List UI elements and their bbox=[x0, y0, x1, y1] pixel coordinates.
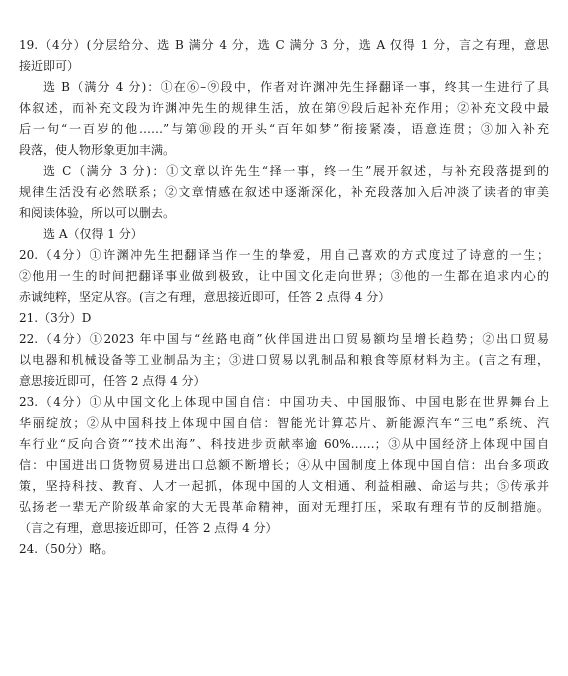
q19-option-b-line-4: 段落，使人物形象更加丰满。 bbox=[19, 143, 176, 157]
q20-line-3: 赤诚纯粹，坚定从容。(言之有理，意思接近即可，任答 2 点得 4 分） bbox=[19, 290, 391, 304]
q22-line-2: 以电器和机械设备等工业制品为主；③进口贸易以乳制品和粮食等原材料为主。(言之有理， bbox=[19, 353, 549, 367]
q20-line-2: ②他用一生的时间把翻译事业做到极致，让中国文化走向世界；③他的一生都在追求内心的 bbox=[19, 269, 549, 283]
q19-option-c-line-2: 规律生活没有必然联系；②文章情感在叙述中逐渐深化，补充段落加入后冲淡了读者的审美 bbox=[19, 185, 549, 199]
q19-option-c-line-3: 和阅读体验，所以可以删去。 bbox=[19, 206, 176, 220]
q19-text-line-1: 19.（4分）(分层给分、选 B 满分 4 分，选 C 满分 3 分，选 A 仅得 1 分，言之有理，意思 bbox=[19, 38, 549, 52]
q21-line: 21.（3分）D bbox=[19, 311, 92, 325]
q23-line-3: 车行业“反向合资”“技术出海”、科技进步贡献率逾 60%……；③从中国经济上体现中国自 bbox=[19, 437, 549, 451]
q19-option-b-line-2: 体叙述，而补充文段为许渊冲先生的规律生活，放在第⑨段后起补充作用；②补充文段中最 bbox=[19, 101, 549, 115]
q23-line-2: 华丽绽放；②从中国科技上体现中国自信：智能光计算芯片、新能源汽车“三电”系统、汽 bbox=[19, 416, 549, 430]
q19-option-b-line-1: 选 B（满分 4 分)：①在⑥–⑨段中，作者对许渊冲先生择翻译一事，终其一生进行了具 bbox=[43, 80, 549, 94]
q19-text-line-2: 接近即可） bbox=[19, 59, 80, 73]
q24-line: 24.（50分）略。 bbox=[19, 542, 114, 556]
q23-line-5: 策，坚持科技、教育、人才一起抓，体现中国的人文相通、利益相融、命运与共；⑤传承并 bbox=[19, 479, 549, 493]
q19-option-a-line: 选 A（仅得 1 分） bbox=[43, 227, 143, 241]
q22-line-3: 意思接近即可，任答 2 点得 4 分） bbox=[19, 374, 206, 388]
q23-line-1: 23.（4分）①从中国文化上体现中国自信：中国功夫、中国服饰、中国电影在世界舞台上 bbox=[19, 395, 549, 409]
q19-option-c-line-1: 选 C（满分 3 分)：①文章以许先生“择一事，终一生”展开叙述，与补充段落提到的 bbox=[43, 164, 549, 178]
q23-line-6: 弘扬老一辈无产阶级革命家的大无畏革命精神，面对无理打压，采取有理有节的反制措施。 bbox=[19, 500, 549, 514]
q19-option-b-line-3: 后一句“一百岁的他……”与第⑩段的开头“百年如梦”衔接紧凑，语意连贯；③加入补充 bbox=[19, 122, 549, 136]
q20-line-1: 20.（4分）①许渊冲先生把翻译当作一生的挚爱，用自己喜欢的方式度过了诗意的一生； bbox=[19, 248, 549, 262]
q22-line-1: 22.（4分）①2023 年中国与“丝路电商”伙伴国进出口贸易额均呈增长趋势；②出口贸易 bbox=[19, 332, 549, 346]
q23-line-7: （言之有理，意思接近即可，任答 2 点得 4 分） bbox=[19, 521, 278, 535]
q23-line-4: 信：中国进出口货物贸易进出口总额不断增长；④从中国制度上体现中国自信：出台多项政 bbox=[19, 458, 549, 472]
